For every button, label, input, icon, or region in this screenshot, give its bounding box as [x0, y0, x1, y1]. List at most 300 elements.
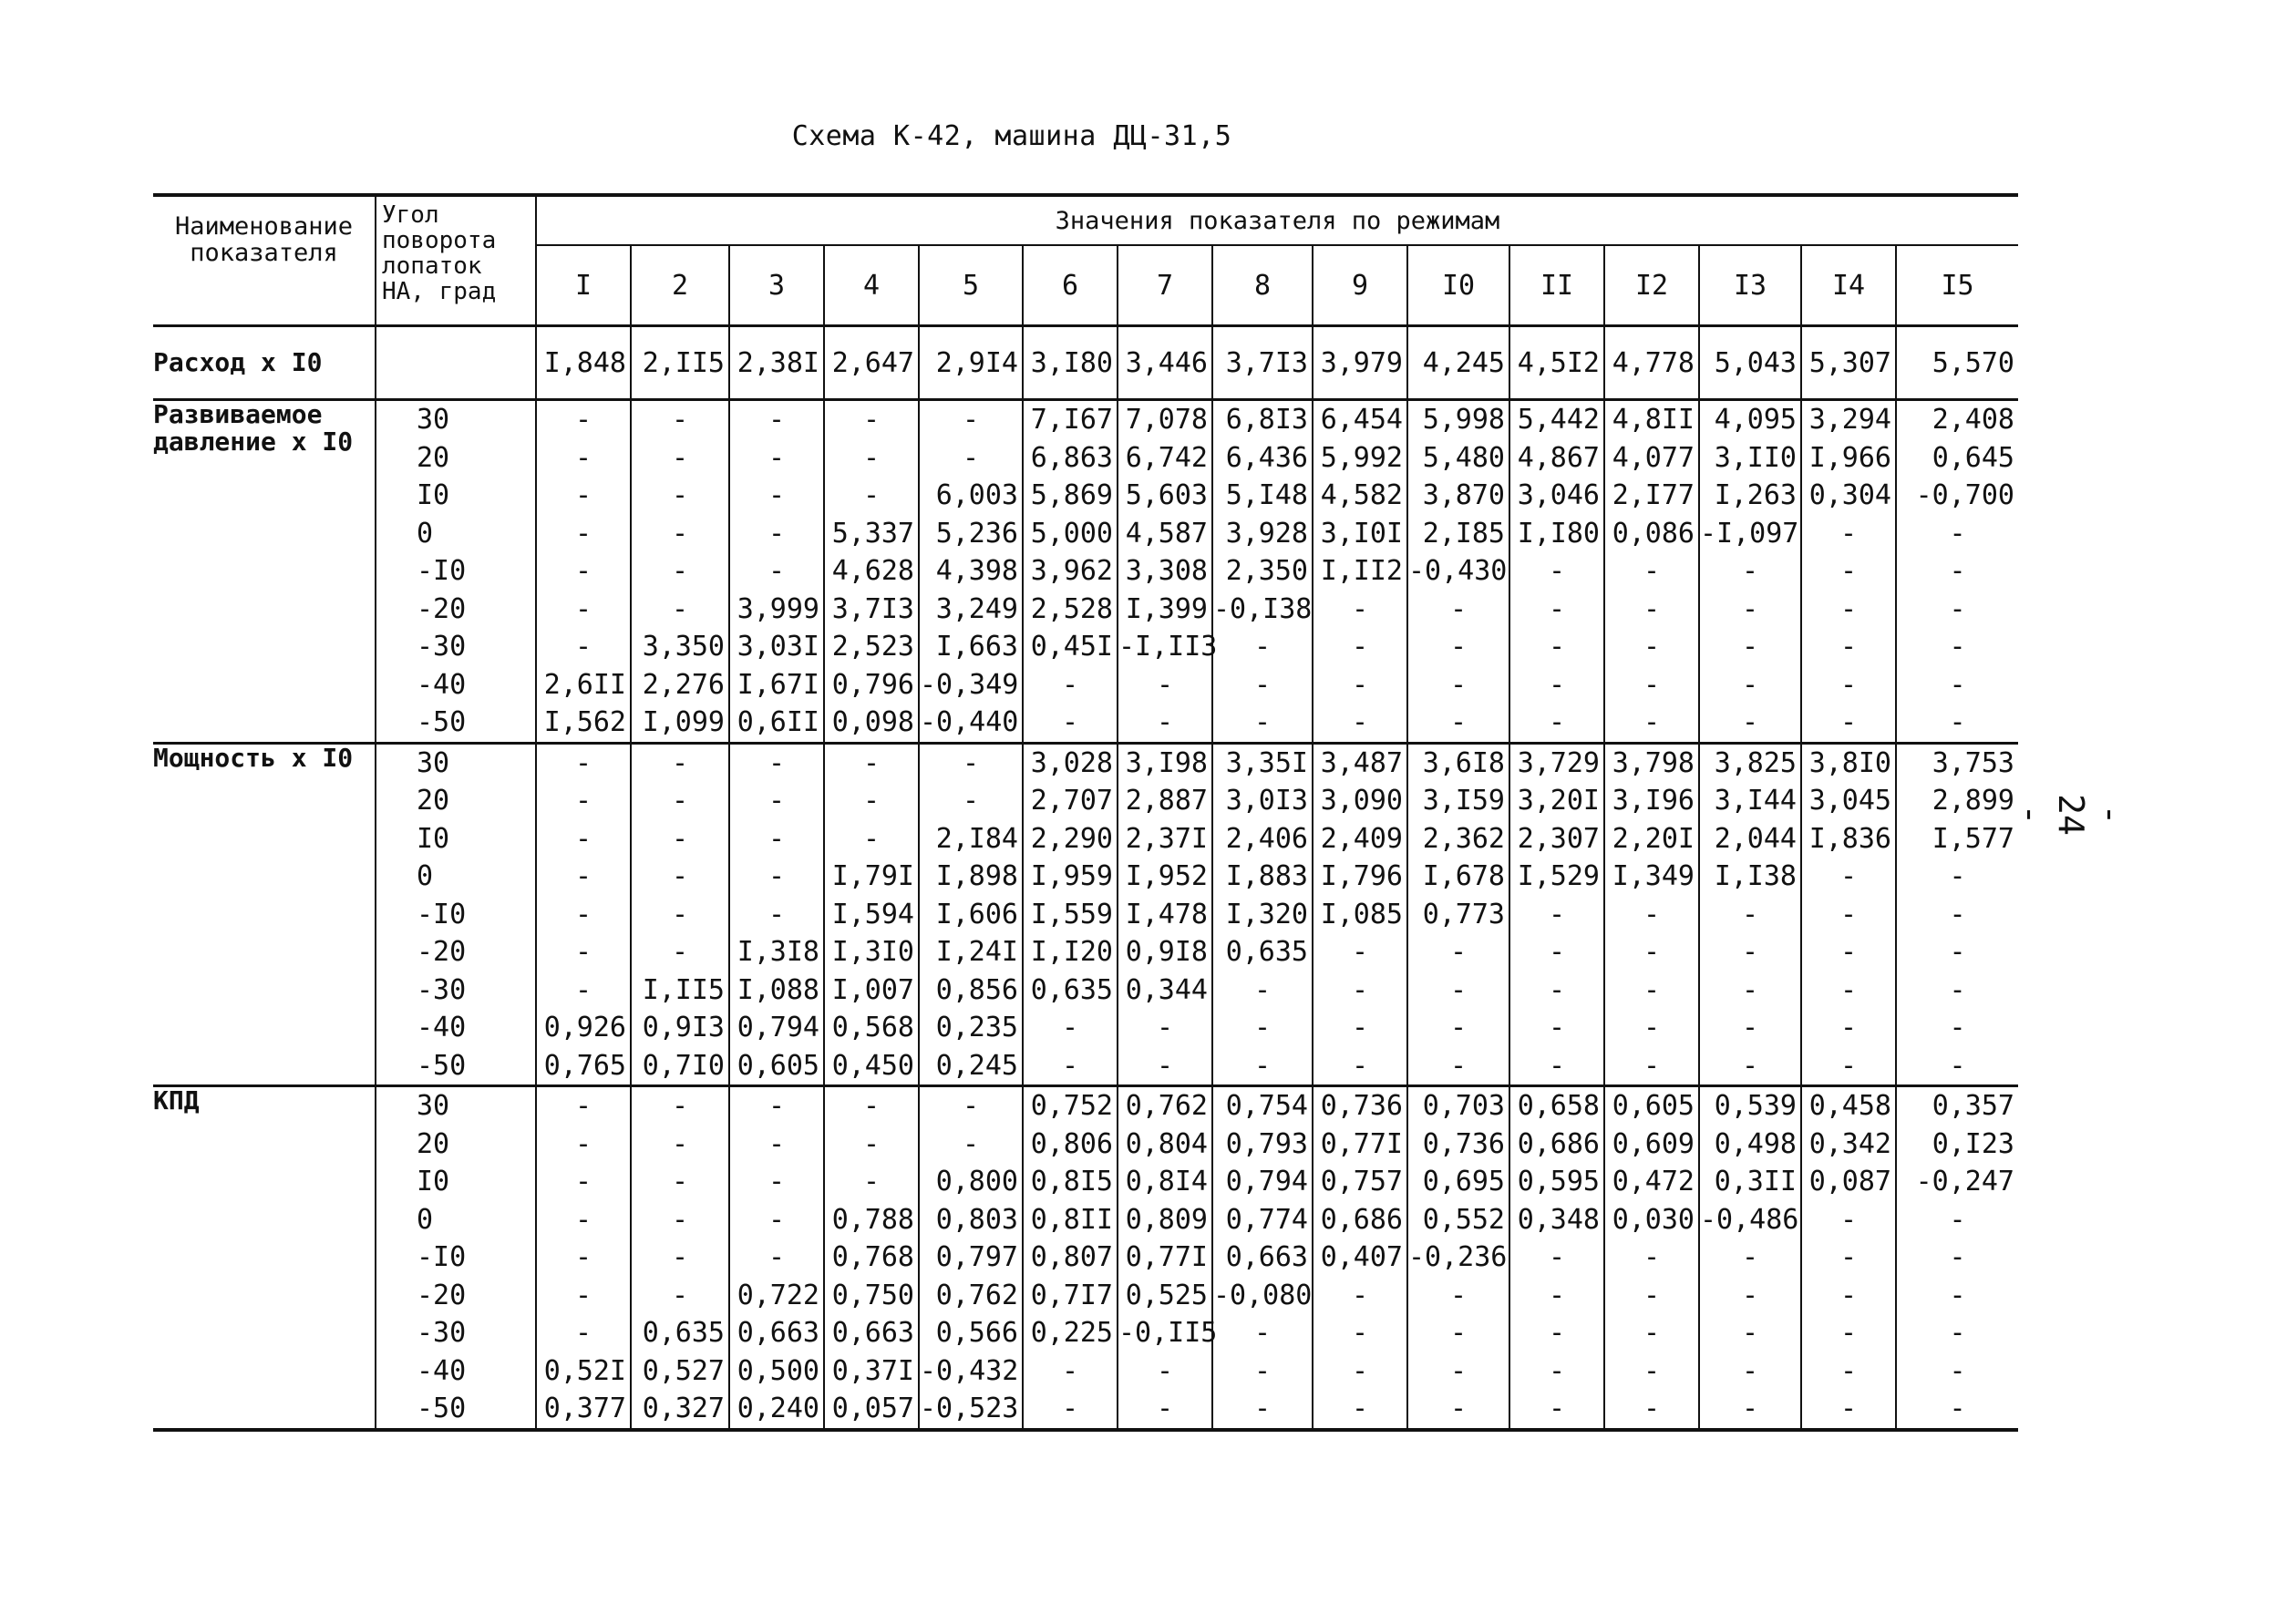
- cell-mode-10: 3,870: [1407, 477, 1509, 515]
- cell-mode-6: I,959: [1023, 858, 1118, 896]
- cell-mode-6: I,I20: [1023, 933, 1118, 971]
- cell-mode-13: -: [1699, 1047, 1801, 1086]
- cell-mode-7: 3,308: [1118, 552, 1212, 591]
- cell-mode-12: 3,I96: [1604, 782, 1699, 820]
- cell-mode-8: 0,663: [1212, 1239, 1313, 1277]
- cell-mode-12: 0,605: [1604, 1086, 1699, 1125]
- cell-mode-1: I,848: [536, 326, 631, 400]
- cell-mode-10: 2,I85: [1407, 515, 1509, 553]
- row-angle: -50: [376, 1047, 536, 1086]
- cell-mode-10: 5,480: [1407, 439, 1509, 478]
- cell-mode-11: I,529: [1509, 858, 1604, 896]
- cell-mode-7: 0,9I8: [1118, 933, 1212, 971]
- cell-mode-1: -: [536, 552, 631, 591]
- mode-header-1: I: [536, 245, 631, 326]
- cell-mode-7: I,399: [1118, 591, 1212, 629]
- cell-mode-8: 0,754: [1212, 1086, 1313, 1125]
- cell-mode-9: 3,979: [1313, 326, 1407, 400]
- cell-mode-2: -: [631, 1086, 729, 1125]
- cell-mode-12: -: [1604, 896, 1699, 934]
- cell-mode-15: -: [1896, 858, 2018, 896]
- cell-mode-5: -0,440: [919, 704, 1023, 743]
- cell-mode-3: -: [729, 477, 824, 515]
- cell-mode-5: 3,249: [919, 591, 1023, 629]
- mode-header-14: I4: [1801, 245, 1896, 326]
- cell-mode-15: 2,408: [1896, 400, 2018, 439]
- cell-mode-8: 3,0I3: [1212, 782, 1313, 820]
- cell-mode-14: 0,087: [1801, 1163, 1896, 1201]
- cell-mode-9: 3,090: [1313, 782, 1407, 820]
- cell-mode-14: -: [1801, 1009, 1896, 1047]
- cell-mode-14: I,966: [1801, 439, 1896, 478]
- cell-mode-3: 3,03I: [729, 628, 824, 666]
- cell-mode-6: 5,869: [1023, 477, 1118, 515]
- cell-mode-14: -: [1801, 628, 1896, 666]
- cell-mode-15: -: [1896, 515, 2018, 553]
- cell-mode-4: -: [824, 1086, 919, 1125]
- cell-mode-5: 0,803: [919, 1201, 1023, 1239]
- cell-mode-15: -: [1896, 1009, 2018, 1047]
- cell-mode-15: -: [1896, 1352, 2018, 1391]
- cell-mode-9: -: [1313, 1277, 1407, 1315]
- cell-mode-3: -: [729, 1163, 824, 1201]
- cell-mode-5: -: [919, 1086, 1023, 1125]
- cell-mode-6: -: [1023, 1390, 1118, 1430]
- cell-mode-14: -: [1801, 1390, 1896, 1430]
- cell-mode-6: 0,8I5: [1023, 1163, 1118, 1201]
- cell-mode-1: -: [536, 971, 631, 1010]
- cell-mode-7: 3,I98: [1118, 743, 1212, 782]
- cell-mode-8: -: [1212, 666, 1313, 704]
- cell-mode-6: 0,635: [1023, 971, 1118, 1010]
- cell-mode-6: 7,I67: [1023, 400, 1118, 439]
- cell-mode-9: -: [1313, 1390, 1407, 1430]
- cell-mode-8: -0,I38: [1212, 591, 1313, 629]
- cell-mode-12: -: [1604, 704, 1699, 743]
- cell-mode-12: -: [1604, 591, 1699, 629]
- table-row: [153, 743, 2018, 782]
- cell-mode-2: 0,9I3: [631, 1009, 729, 1047]
- cell-mode-15: -: [1896, 971, 2018, 1010]
- table-bottom-rule: [153, 1430, 2018, 1432]
- cell-mode-9: -: [1313, 704, 1407, 743]
- cell-mode-15: -: [1896, 933, 2018, 971]
- cell-mode-3: 0,6II: [729, 704, 824, 743]
- mode-header-5: 5: [919, 245, 1023, 326]
- cell-mode-13: -: [1699, 704, 1801, 743]
- cell-mode-8: 3,35I: [1212, 743, 1313, 782]
- cell-mode-12: -: [1604, 1277, 1699, 1315]
- cell-mode-13: 0,498: [1699, 1125, 1801, 1164]
- cell-mode-3: -: [729, 782, 824, 820]
- cell-mode-3: -: [729, 743, 824, 782]
- cell-mode-6: -: [1023, 704, 1118, 743]
- cell-mode-1: I,562: [536, 704, 631, 743]
- cell-mode-2: 0,327: [631, 1390, 729, 1430]
- cell-mode-6: 6,863: [1023, 439, 1118, 478]
- row-angle: -40: [376, 666, 536, 704]
- cell-mode-14: 0,342: [1801, 1125, 1896, 1164]
- cell-mode-10: -: [1407, 704, 1509, 743]
- cell-mode-9: 5,992: [1313, 439, 1407, 478]
- cell-mode-14: -: [1801, 1239, 1896, 1277]
- cell-mode-1: -: [536, 1314, 631, 1352]
- cell-mode-15: -0,247: [1896, 1163, 2018, 1201]
- cell-mode-4: 0,37I: [824, 1352, 919, 1391]
- cell-mode-9: I,796: [1313, 858, 1407, 896]
- cell-mode-12: -: [1604, 1009, 1699, 1047]
- cell-mode-1: 0,765: [536, 1047, 631, 1086]
- cell-mode-12: -: [1604, 1390, 1699, 1430]
- cell-mode-3: -: [729, 858, 824, 896]
- cell-mode-4: -: [824, 400, 919, 439]
- cell-mode-8: 2,406: [1212, 820, 1313, 858]
- cell-mode-13: 0,3II: [1699, 1163, 1801, 1201]
- row-angle: -50: [376, 1390, 536, 1430]
- row-angle: -30: [376, 628, 536, 666]
- table-row: [153, 896, 2018, 934]
- cell-mode-4: 0,796: [824, 666, 919, 704]
- row-angle: 0: [376, 515, 536, 553]
- cell-mode-2: 3,350: [631, 628, 729, 666]
- row-angle: 0: [376, 858, 536, 896]
- table-row: [153, 1125, 2018, 1164]
- cell-mode-13: -: [1699, 552, 1801, 591]
- cell-mode-11: -: [1509, 896, 1604, 934]
- cell-mode-3: 0,794: [729, 1009, 824, 1047]
- cell-mode-7: 2,887: [1118, 782, 1212, 820]
- cell-mode-4: 3,7I3: [824, 591, 919, 629]
- cell-mode-1: -: [536, 1125, 631, 1164]
- cell-mode-12: 4,077: [1604, 439, 1699, 478]
- cell-mode-1: -: [536, 933, 631, 971]
- cell-mode-9: 0,77I: [1313, 1125, 1407, 1164]
- cell-mode-1: -: [536, 1086, 631, 1125]
- cell-mode-9: 0,686: [1313, 1201, 1407, 1239]
- cell-mode-3: -: [729, 1239, 824, 1277]
- cell-mode-11: -: [1509, 666, 1604, 704]
- cell-mode-7: 0,762: [1118, 1086, 1212, 1125]
- cell-mode-13: -: [1699, 1277, 1801, 1315]
- cell-mode-3: -: [729, 552, 824, 591]
- cell-mode-2: -: [631, 1277, 729, 1315]
- cell-mode-9: 3,487: [1313, 743, 1407, 782]
- cell-mode-12: -: [1604, 1352, 1699, 1391]
- cell-mode-4: I,3I0: [824, 933, 919, 971]
- cell-mode-5: -0,432: [919, 1352, 1023, 1391]
- cell-mode-15: -: [1896, 552, 2018, 591]
- cell-mode-6: 2,528: [1023, 591, 1118, 629]
- cell-mode-8: I,320: [1212, 896, 1313, 934]
- cell-mode-12: 2,I77: [1604, 477, 1699, 515]
- cell-mode-8: -: [1212, 1047, 1313, 1086]
- cell-mode-10: 0,773: [1407, 896, 1509, 934]
- cell-mode-7: -: [1118, 1352, 1212, 1391]
- table-row: [153, 477, 2018, 515]
- cell-mode-12: 0,472: [1604, 1163, 1699, 1201]
- data-table: [153, 193, 2018, 1432]
- cell-mode-8: -: [1212, 1352, 1313, 1391]
- cell-mode-10: -: [1407, 1047, 1509, 1086]
- cell-mode-13: -: [1699, 971, 1801, 1010]
- cell-mode-4: 5,337: [824, 515, 919, 553]
- cell-mode-2: 0,635: [631, 1314, 729, 1352]
- cell-mode-1: -: [536, 1201, 631, 1239]
- cell-mode-4: -: [824, 1163, 919, 1201]
- cell-mode-2: -: [631, 782, 729, 820]
- cell-mode-3: -: [729, 1201, 824, 1239]
- cell-mode-12: I,349: [1604, 858, 1699, 896]
- cell-mode-1: -: [536, 1239, 631, 1277]
- cell-mode-4: 0,450: [824, 1047, 919, 1086]
- cell-mode-2: -: [631, 439, 729, 478]
- cell-mode-10: 4,245: [1407, 326, 1509, 400]
- cell-mode-10: 3,I59: [1407, 782, 1509, 820]
- cell-mode-11: 3,046: [1509, 477, 1604, 515]
- cell-mode-13: -: [1699, 628, 1801, 666]
- table-row: [153, 858, 2018, 896]
- row-angle: I0: [376, 1163, 536, 1201]
- cell-mode-3: I,3I8: [729, 933, 824, 971]
- cell-mode-9: -: [1313, 1047, 1407, 1086]
- cell-mode-9: -: [1313, 971, 1407, 1010]
- cell-mode-1: -: [536, 591, 631, 629]
- table-row: [153, 971, 2018, 1010]
- mode-header-11: II: [1509, 245, 1604, 326]
- cell-mode-12: 0,609: [1604, 1125, 1699, 1164]
- cell-mode-11: -: [1509, 1239, 1604, 1277]
- cell-mode-13: -: [1699, 933, 1801, 971]
- cell-mode-6: 2,290: [1023, 820, 1118, 858]
- row-angle: 30: [376, 1086, 536, 1125]
- cell-mode-8: -: [1212, 1009, 1313, 1047]
- cell-mode-8: 3,7I3: [1212, 326, 1313, 400]
- cell-mode-13: 5,043: [1699, 326, 1801, 400]
- cell-mode-6: 3,I80: [1023, 326, 1118, 400]
- cell-mode-14: I,836: [1801, 820, 1896, 858]
- cell-mode-13: I,263: [1699, 477, 1801, 515]
- cell-mode-15: -0,700: [1896, 477, 2018, 515]
- table-row: [153, 1009, 2018, 1047]
- cell-mode-15: -: [1896, 1277, 2018, 1315]
- table-row: [153, 552, 2018, 591]
- cell-mode-4: 2,523: [824, 628, 919, 666]
- cell-mode-13: -: [1699, 896, 1801, 934]
- cell-mode-10: 0,736: [1407, 1125, 1509, 1164]
- cell-mode-7: -: [1118, 1009, 1212, 1047]
- cell-mode-8: 2,350: [1212, 552, 1313, 591]
- page-title: Схема К-42, машина ДЦ-31,5: [791, 120, 1232, 152]
- mode-header-9: 9: [1313, 245, 1407, 326]
- cell-mode-10: 0,695: [1407, 1163, 1509, 1201]
- cell-mode-14: 5,307: [1801, 326, 1896, 400]
- cell-mode-3: 2,38I: [729, 326, 824, 400]
- cell-mode-15: 0,645: [1896, 439, 2018, 478]
- cell-mode-7: 7,078: [1118, 400, 1212, 439]
- cell-mode-1: -: [536, 743, 631, 782]
- cell-mode-14: -: [1801, 666, 1896, 704]
- cell-mode-4: -: [824, 439, 919, 478]
- cell-mode-9: 2,409: [1313, 820, 1407, 858]
- table-row: [153, 1047, 2018, 1086]
- cell-mode-2: 2,II5: [631, 326, 729, 400]
- cell-mode-2: -: [631, 1239, 729, 1277]
- cell-mode-13: -I,097: [1699, 515, 1801, 553]
- row-angle: 30: [376, 743, 536, 782]
- cell-mode-3: 0,500: [729, 1352, 824, 1391]
- cell-mode-6: -: [1023, 666, 1118, 704]
- table-row: [153, 400, 2018, 439]
- cell-mode-9: 6,454: [1313, 400, 1407, 439]
- cell-mode-14: -: [1801, 1201, 1896, 1239]
- cell-mode-11: -: [1509, 1009, 1604, 1047]
- cell-mode-8: 0,635: [1212, 933, 1313, 971]
- cell-mode-3: -: [729, 439, 824, 478]
- cell-mode-14: 3,045: [1801, 782, 1896, 820]
- table-row: [153, 1390, 2018, 1430]
- cell-mode-15: -: [1896, 1047, 2018, 1086]
- cell-mode-5: -: [919, 400, 1023, 439]
- row-angle: -20: [376, 1277, 536, 1315]
- cell-mode-1: 2,6II: [536, 666, 631, 704]
- cell-mode-2: 2,276: [631, 666, 729, 704]
- cell-mode-12: -: [1604, 971, 1699, 1010]
- cell-mode-15: -: [1896, 628, 2018, 666]
- cell-mode-12: -: [1604, 1239, 1699, 1277]
- cell-mode-3: 3,999: [729, 591, 824, 629]
- cell-mode-7: 5,603: [1118, 477, 1212, 515]
- cell-mode-11: -: [1509, 591, 1604, 629]
- cell-mode-15: -: [1896, 1390, 2018, 1430]
- cell-mode-12: -: [1604, 666, 1699, 704]
- cell-mode-14: -: [1801, 933, 1896, 971]
- cell-mode-4: 2,647: [824, 326, 919, 400]
- cell-mode-2: -: [631, 1201, 729, 1239]
- cell-mode-1: -: [536, 628, 631, 666]
- cell-mode-2: -: [631, 743, 729, 782]
- cell-mode-13: -: [1699, 1239, 1801, 1277]
- cell-mode-14: -: [1801, 1352, 1896, 1391]
- cell-mode-5: -0,349: [919, 666, 1023, 704]
- row-angle: 20: [376, 439, 536, 478]
- row-angle: 20: [376, 1125, 536, 1164]
- column-header-name: Наименование показателя: [153, 195, 376, 326]
- cell-mode-7: 2,37I: [1118, 820, 1212, 858]
- table-row: [153, 666, 2018, 704]
- cell-mode-7: -I,II3: [1118, 628, 1212, 666]
- column-header-values: Значения показателя по режимам: [536, 195, 2018, 245]
- cell-mode-10: -: [1407, 1352, 1509, 1391]
- cell-mode-8: -: [1212, 1390, 1313, 1430]
- cell-mode-9: 3,I0I: [1313, 515, 1407, 553]
- cell-mode-4: 0,057: [824, 1390, 919, 1430]
- cell-mode-2: -: [631, 1163, 729, 1201]
- cell-mode-9: 0,757: [1313, 1163, 1407, 1201]
- cell-mode-11: 5,442: [1509, 400, 1604, 439]
- cell-mode-12: -: [1604, 552, 1699, 591]
- cell-mode-2: I,II5: [631, 971, 729, 1010]
- row-angle: 0: [376, 1201, 536, 1239]
- cell-mode-7: I,952: [1118, 858, 1212, 896]
- cell-mode-15: -: [1896, 1201, 2018, 1239]
- cell-mode-4: I,79I: [824, 858, 919, 896]
- cell-mode-1: -: [536, 515, 631, 553]
- cell-mode-11: 0,658: [1509, 1086, 1604, 1125]
- cell-mode-14: -: [1801, 552, 1896, 591]
- cell-mode-10: -: [1407, 1390, 1509, 1430]
- cell-mode-7: 4,587: [1118, 515, 1212, 553]
- cell-mode-6: -: [1023, 1009, 1118, 1047]
- table-row: [153, 439, 2018, 478]
- row-angle: 20: [376, 782, 536, 820]
- cell-mode-15: -: [1896, 591, 2018, 629]
- cell-mode-15: I,577: [1896, 820, 2018, 858]
- cell-mode-11: 0,348: [1509, 1201, 1604, 1239]
- cell-mode-11: -: [1509, 628, 1604, 666]
- cell-mode-11: -: [1509, 933, 1604, 971]
- cell-mode-5: 2,9I4: [919, 326, 1023, 400]
- mode-header-15: I5: [1896, 245, 2018, 326]
- cell-mode-8: -0,080: [1212, 1277, 1313, 1315]
- cell-mode-15: 2,899: [1896, 782, 2018, 820]
- row-angle: [376, 326, 536, 400]
- cell-mode-9: I,II2: [1313, 552, 1407, 591]
- cell-mode-8: 0,774: [1212, 1201, 1313, 1239]
- mode-header-8: 8: [1212, 245, 1313, 326]
- table-row: [153, 628, 2018, 666]
- cell-mode-4: -: [824, 1125, 919, 1164]
- cell-mode-15: 3,753: [1896, 743, 2018, 782]
- cell-mode-8: I,883: [1212, 858, 1313, 896]
- cell-mode-5: 2,I84: [919, 820, 1023, 858]
- row-angle: -40: [376, 1009, 536, 1047]
- cell-mode-10: -: [1407, 666, 1509, 704]
- cell-mode-5: 0,762: [919, 1277, 1023, 1315]
- cell-mode-11: 3,20I: [1509, 782, 1604, 820]
- cell-mode-9: -: [1313, 1352, 1407, 1391]
- cell-mode-14: -: [1801, 971, 1896, 1010]
- mode-header-13: I3: [1699, 245, 1801, 326]
- cell-mode-9: -: [1313, 1314, 1407, 1352]
- cell-mode-5: I,606: [919, 896, 1023, 934]
- cell-mode-6: 0,8II: [1023, 1201, 1118, 1239]
- group-name: КПД: [153, 1086, 376, 1430]
- cell-mode-2: 0,527: [631, 1352, 729, 1391]
- cell-mode-7: 0,809: [1118, 1201, 1212, 1239]
- row-angle: 30: [376, 400, 536, 439]
- table-row: [153, 1352, 2018, 1391]
- cell-mode-5: 0,566: [919, 1314, 1023, 1352]
- mode-header-12: I2: [1604, 245, 1699, 326]
- cell-mode-4: I,007: [824, 971, 919, 1010]
- cell-mode-10: 0,552: [1407, 1201, 1509, 1239]
- cell-mode-11: 4,867: [1509, 439, 1604, 478]
- cell-mode-7: -: [1118, 704, 1212, 743]
- cell-mode-15: 5,570: [1896, 326, 2018, 400]
- cell-mode-14: 3,8I0: [1801, 743, 1896, 782]
- cell-mode-5: I,24I: [919, 933, 1023, 971]
- cell-mode-8: -: [1212, 1314, 1313, 1352]
- cell-mode-1: -: [536, 477, 631, 515]
- cell-mode-3: -: [729, 1086, 824, 1125]
- cell-mode-5: 0,856: [919, 971, 1023, 1010]
- cell-mode-14: -: [1801, 1277, 1896, 1315]
- cell-mode-9: -: [1313, 933, 1407, 971]
- cell-mode-11: -: [1509, 1390, 1604, 1430]
- cell-mode-3: -: [729, 400, 824, 439]
- cell-mode-11: 4,5I2: [1509, 326, 1604, 400]
- cell-mode-6: 0,752: [1023, 1086, 1118, 1125]
